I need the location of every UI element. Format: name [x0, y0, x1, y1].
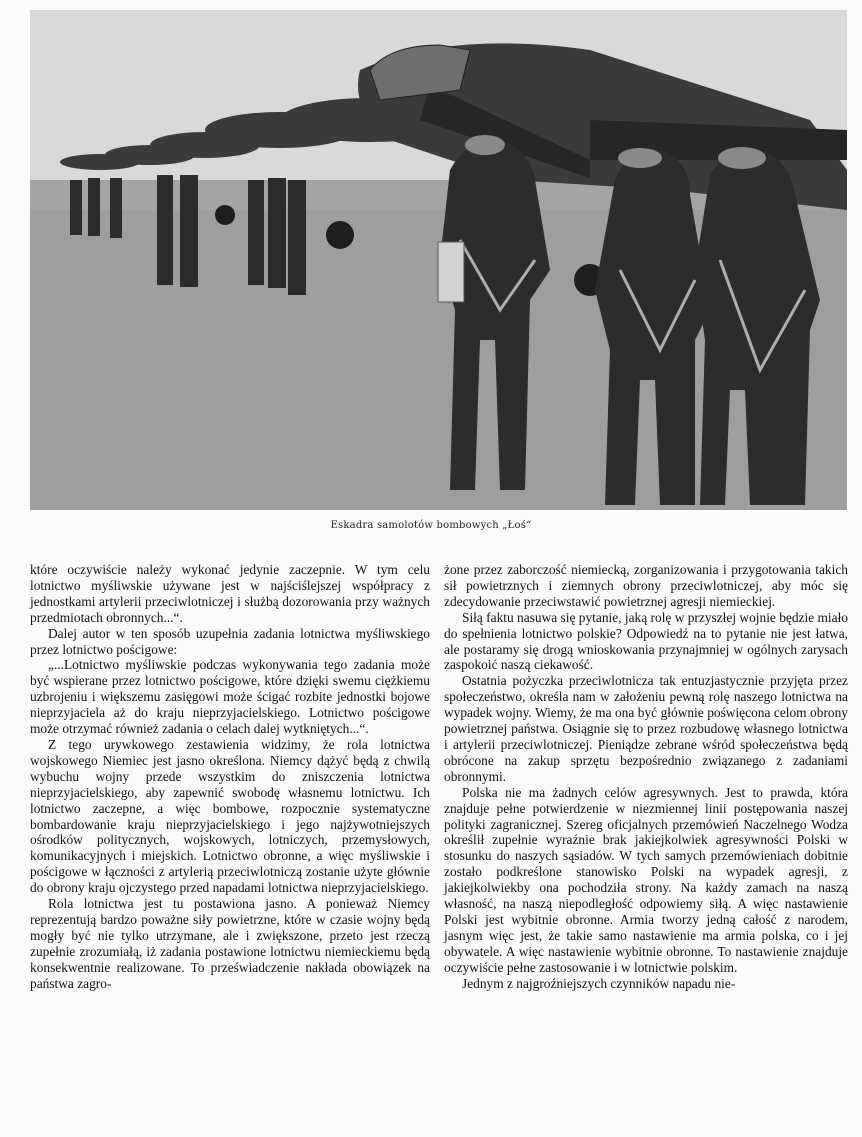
paragraph: Jednym z najgroźniejszych czynników napadu nie- — [462, 975, 736, 991]
bomber-squadron-photo — [30, 10, 847, 510]
paragraph: Siłą faktu nasuwa się pytanie, jaką rolę w przyszłej wojnie będzie miało do spełnienia lotnictwo polskie? Odpowiedź na to pytanie nie jest łatwa, ale postaramy się drogą wnioskowania przynajmniej w ogólnych zarysach zaspokoić naszą ciekawość. — [444, 609, 848, 673]
paragraph: „...Lotnictwo myśliwskie podczas wykonywania tego zadania może być wspierane przez lotnictwo pościgowe, które dzięki swemu ciężkiemu uzbrojeniu i większemu zasięgowi może ścigać rozbite jednostki bojowe nieprzyjaciela aż do kraju nieprzyjacielskiego. Lotnictwo pościgowe może otrzymać również zadania o celach dalej wytkniętych...“. — [30, 657, 430, 737]
photo-illustration — [30, 10, 847, 510]
paragraph: Polska nie ma żadnych celów agresywnych. Jest to prawda, która znajduje pełne potwierdzenie w niezmiennej linii postępowania naszej polityki zagranicznej. Szereg oficjalnych przemówień Naczelnego Wodza określił zupełnie wyraźnie brak jakiejkolwiek agresywności Polski w stosunku do naszych sąsiadów. W tych samych przemówieniach dobitnie zostało podkreślone stanowisko Polski na wypadek agresji, z jakiejkolwiekby ona pochodziła strony. Na każdy zamach na naszą własność, na naszą niepodległość odpowiemy siłą. A więc nastawienie Polski jest wybitnie obronne. Armia tworzy jedną całość z narodem, jasnym więc jest, że takie samo nastawienie ma armia polska, co i jej obywatele. A więc nastawienie wybitnie obronne. To nastawienie znajduje oczywiście pełne zastosowanie i w lotnictwie polskim. — [444, 784, 848, 975]
paragraph: które oczywiście należy wykonać jedynie zaczepnie. W tym celu lotnictwo myśliwskie używane jest w najściślejszej współpracy z jednostkami artylerii przeciwlotniczej i służbą dozorowania przy ważnych przedmiotach obronnych...“. — [30, 562, 430, 625]
paragraph: żone przez zaborczość niemiecką, zorganizowania i przygotowania takich sił powietrznych i ziemnych obrony przeciwlotniczej, aby móc się zdecydowanie przeciwstawić powietrznej agresji niemieckiej. — [444, 562, 848, 609]
paragraph: Dalej autor w ten sposób uzupełnia zadania lotnictwa myśliwskiego przez lotnictwo pościgowe: — [30, 625, 430, 657]
photo-caption: Eskadra samolotów bombowych „Łoś“ — [330, 520, 532, 531]
paragraph: Z tego urywkowego zestawienia widzimy, że rola lotnictwa wojskowego Niemiec jest jasno określona. Niemcy dążyć będą z chwilą wybuchu wojny przede wszystkim do zniszczenia lotnictwa nieprzyjacielskiego, aby zapewnić swobodę własnemu lotnictwu. Ich lotnictwo zaczepne, a więc bombowe, rozpocznie systematyczne bombardowanie kraju nieprzyjacielskiego i jego najżywotniejszych ośrodków politycznych, wojskowych, lotniczych, przemysłowych, komunikacyjnych i miejskich. Lotnictwo obronne, a więc myśliwskie i pościgowe w łączności z artylerią przeciwlotniczą zostanie użyte głównie do obrony kraju ojczystego przed napadami lotnictwa nieprzyjacielskiego. — [30, 736, 430, 896]
right-text-column — [444, 562, 848, 991]
paragraph: Ostatnia pożyczka przeciwlotnicza tak entuzjastycznie przyjęta przez społeczeństwo, określa nam w założeniu pewną rolę naszego lotnictwa na wypadek wojny. Wiemy, że ma ona być głównie poświęcona celom obrony powietrznej państwa. Osiągnie się to przez rozbudowę własnego lotnictwa i artylerii przeciwlotniczej. Pieniądze zebrane wśród społeczeństwa będą obrócone na zakup sprzętu bezpośrednio związanego z zadaniami obronnymi. — [444, 673, 848, 784]
left-text-column — [30, 562, 430, 991]
paragraph: Rola lotnictwa jest tu postawiona jasno. A ponieważ Niemcy reprezentują bardzo poważne siły powietrzne, które w czasie wojny będą mogły być nie tylko utrzymane, ale i zwiększone, przeto jest rzeczą zupełnie zrozumiałą, iż zadania postawione lotnictwu niemieckiemu będą konsekwentnie realizowane. To przeświadczenie nakłada obowiązek na państwa zagro- — [30, 896, 430, 991]
